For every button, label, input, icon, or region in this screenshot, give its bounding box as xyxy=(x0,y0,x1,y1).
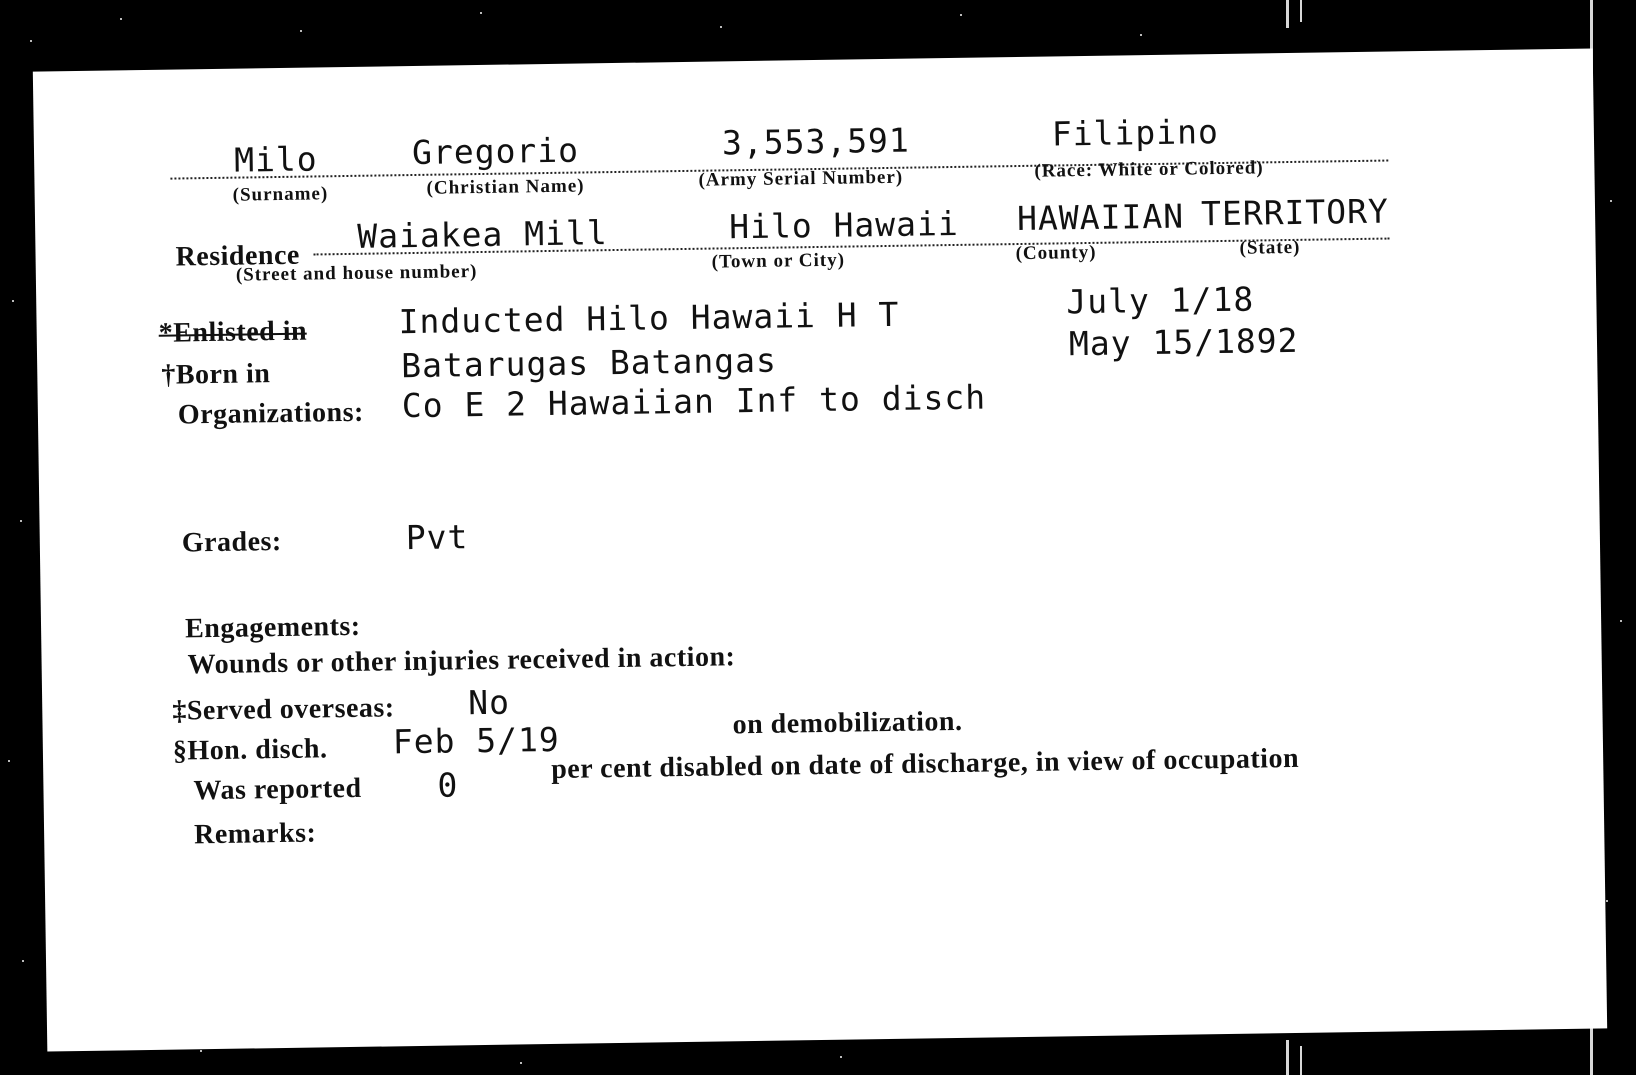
border-line xyxy=(1300,1046,1302,1075)
race-value: Filipino xyxy=(1051,112,1220,154)
speck xyxy=(200,1050,202,1052)
speck xyxy=(1620,620,1622,622)
residence-town-value: Hilo Hawaii xyxy=(728,203,960,247)
born-date: May 15/1892 xyxy=(1068,320,1299,364)
border-line xyxy=(1286,0,1289,28)
race-caption: (Race: White or Colored) xyxy=(1034,157,1264,182)
organizations-label: Organizations: xyxy=(177,396,365,431)
surname-value: Milo xyxy=(233,139,318,180)
enlisted-date: July 1/18 xyxy=(1066,279,1255,322)
christian-name-value: Gregorio xyxy=(411,130,580,173)
enlisted-label xyxy=(158,316,307,350)
speck xyxy=(720,26,722,28)
speck xyxy=(480,12,482,14)
serial-number-caption: (Army Serial Number) xyxy=(698,166,904,191)
christian-name-caption: (Christian Name) xyxy=(426,175,585,199)
discharge-value: Feb 5/19 xyxy=(392,719,561,762)
grades-label: Grades: xyxy=(181,525,282,559)
grades-value: Pvt xyxy=(405,517,469,558)
disability-value: 0 xyxy=(437,765,459,805)
served-overseas-value: No xyxy=(467,682,511,723)
residence-state-caption: (State) xyxy=(1239,236,1301,259)
residence-town-caption: (Town or City) xyxy=(711,249,846,273)
discharge-label: §Hon. disch. xyxy=(172,733,328,767)
speck xyxy=(1610,200,1612,202)
remarks-label: Remarks: xyxy=(193,817,317,851)
border-line xyxy=(1286,1040,1289,1075)
speck xyxy=(960,14,962,16)
speck xyxy=(22,960,24,962)
service-record-card xyxy=(33,48,1607,1051)
speck xyxy=(1606,900,1608,902)
residence-street-value: Waiakea Mill xyxy=(357,213,608,256)
organizations-value: Co E 2 Hawaiian Inf to disch xyxy=(401,377,987,426)
serial-number-value: 3,553,591 xyxy=(721,120,911,163)
enlisted-label-text: *Enlisted in xyxy=(158,315,308,349)
residence-label: Residence xyxy=(175,239,301,273)
residence-county-caption: (County) xyxy=(1015,241,1097,265)
border-line xyxy=(1300,0,1302,22)
engagements-label: Engagements: xyxy=(184,610,361,645)
born-value: Batarugas Batangas xyxy=(400,340,778,386)
discharge-suffix: on demobilization. xyxy=(732,705,963,741)
speck xyxy=(8,760,10,762)
disability-label: Was reported xyxy=(193,772,362,807)
residence-state-value: TERRITORY xyxy=(1200,191,1390,234)
disability-suffix: per cent disabled on date of discharge, in view of occupation xyxy=(550,742,1300,786)
speck xyxy=(520,1062,522,1064)
born-label: †Born in xyxy=(161,358,271,391)
speck xyxy=(30,40,32,42)
residence-street-caption: (Street and house number) xyxy=(235,261,478,286)
enlisted-value: Inducted Hilo Hawaii H T xyxy=(398,294,900,342)
served-overseas-label: ‡Served overseas: xyxy=(172,692,395,727)
speck xyxy=(20,520,22,522)
speck xyxy=(300,30,302,32)
speck xyxy=(1140,34,1142,36)
surname-caption: (Surname) xyxy=(232,183,329,206)
speck xyxy=(120,18,122,20)
residence-county-value: HAWAIIAN xyxy=(1016,196,1185,239)
speck xyxy=(840,1056,842,1058)
wounds-label: Wounds or other injuries received in action: xyxy=(187,641,736,681)
speck xyxy=(12,300,14,302)
